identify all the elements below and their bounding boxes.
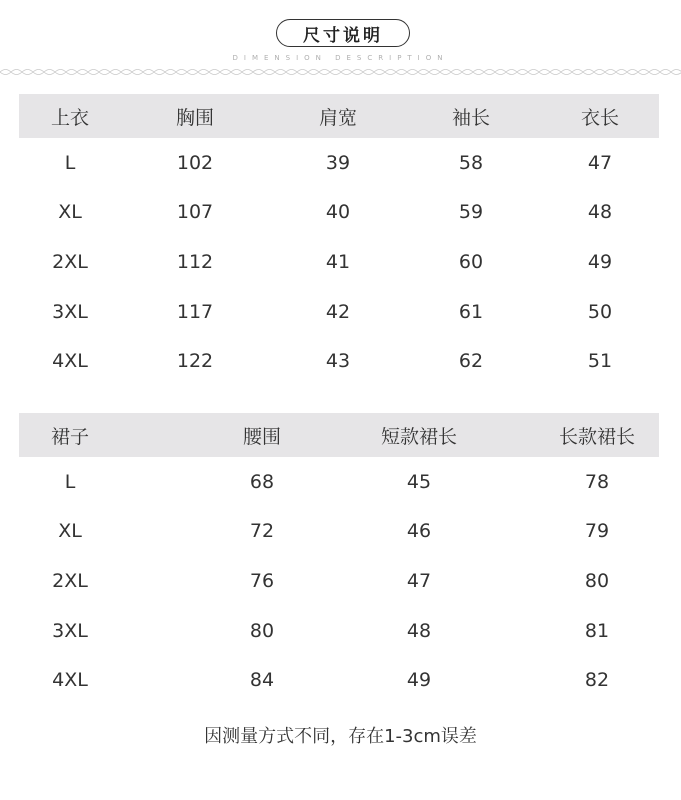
skirt-table-header-row (19, 413, 659, 457)
table-cell: 43 (325, 350, 351, 373)
top-table-header-cell: 袖长 (451, 106, 491, 129)
table-cell: 79 (584, 520, 610, 543)
table-cell: 4XL (52, 669, 88, 692)
table-row (19, 507, 659, 557)
wave-divider (0, 66, 681, 78)
top-table-header-row (19, 94, 659, 138)
table-cell: 60 (458, 250, 484, 273)
table-cell: XL (58, 520, 82, 543)
page-title: 尺寸说明 (276, 19, 410, 47)
skirt-table-header-cell: 裙子 (50, 425, 90, 448)
table-cell: 48 (406, 619, 432, 642)
table-cell: 3XL (52, 300, 88, 323)
table-cell: 62 (458, 350, 484, 373)
table-cell: 117 (176, 300, 214, 323)
table-cell: 51 (587, 350, 613, 373)
top-size-table (19, 94, 659, 386)
table-cell: 2XL (52, 250, 88, 273)
table-cell: 50 (587, 300, 613, 323)
table-cell: L (64, 470, 76, 493)
table-cell: 80 (249, 619, 275, 642)
table-cell: 84 (249, 669, 275, 692)
table-cell: 82 (584, 669, 610, 692)
table-cell: 40 (325, 201, 351, 224)
skirt-size-table (19, 413, 659, 705)
table-row (19, 336, 659, 386)
table-cell: 61 (458, 300, 484, 323)
table-cell: XL (58, 201, 82, 224)
top-table-header-cell: 胸围 (175, 106, 215, 129)
table-cell: 49 (587, 250, 613, 273)
table-cell: 78 (584, 470, 610, 493)
table-cell: 49 (406, 669, 432, 692)
table-cell: 41 (325, 250, 351, 273)
table-cell: 47 (406, 569, 432, 592)
table-row (19, 556, 659, 606)
table-cell: 58 (458, 151, 484, 174)
table-cell: 48 (587, 201, 613, 224)
table-cell: 107 (176, 201, 214, 224)
table-cell: 122 (176, 350, 214, 373)
table-cell: 81 (584, 619, 610, 642)
table-cell: 42 (325, 300, 351, 323)
table-cell: 39 (325, 151, 351, 174)
table-row (19, 188, 659, 238)
table-row (19, 287, 659, 337)
table-cell: 2XL (52, 569, 88, 592)
page-subtitle: DIMENSION DESCRIPTION (232, 54, 449, 62)
table-cell: 45 (406, 470, 432, 493)
table-cell: 68 (249, 470, 275, 493)
top-table-header-cell: 肩宽 (318, 106, 358, 129)
table-cell: 72 (249, 520, 275, 543)
table-cell: 80 (584, 569, 610, 592)
skirt-table-header-cell: 短款裙长 (380, 425, 458, 448)
skirt-table-header-cell: 腰围 (242, 425, 282, 448)
table-cell: 59 (458, 201, 484, 224)
table-row (19, 138, 659, 188)
table-cell: 46 (406, 520, 432, 543)
measurement-note: 因测量方式不同，存在1-3cm误差 (204, 726, 477, 747)
table-row (19, 655, 659, 705)
table-cell: 112 (176, 250, 214, 273)
table-cell: 3XL (52, 619, 88, 642)
table-row (19, 237, 659, 287)
table-row (19, 606, 659, 656)
table-cell: 102 (176, 151, 214, 174)
top-table-header-cell: 上衣 (50, 106, 90, 129)
table-row (19, 457, 659, 507)
table-cell: 76 (249, 569, 275, 592)
table-cell: 4XL (52, 350, 88, 373)
table-cell: 47 (587, 151, 613, 174)
top-table-header-cell: 衣长 (580, 106, 620, 129)
skirt-table-header-cell: 长款裙长 (558, 425, 636, 448)
table-cell: L (64, 151, 76, 174)
